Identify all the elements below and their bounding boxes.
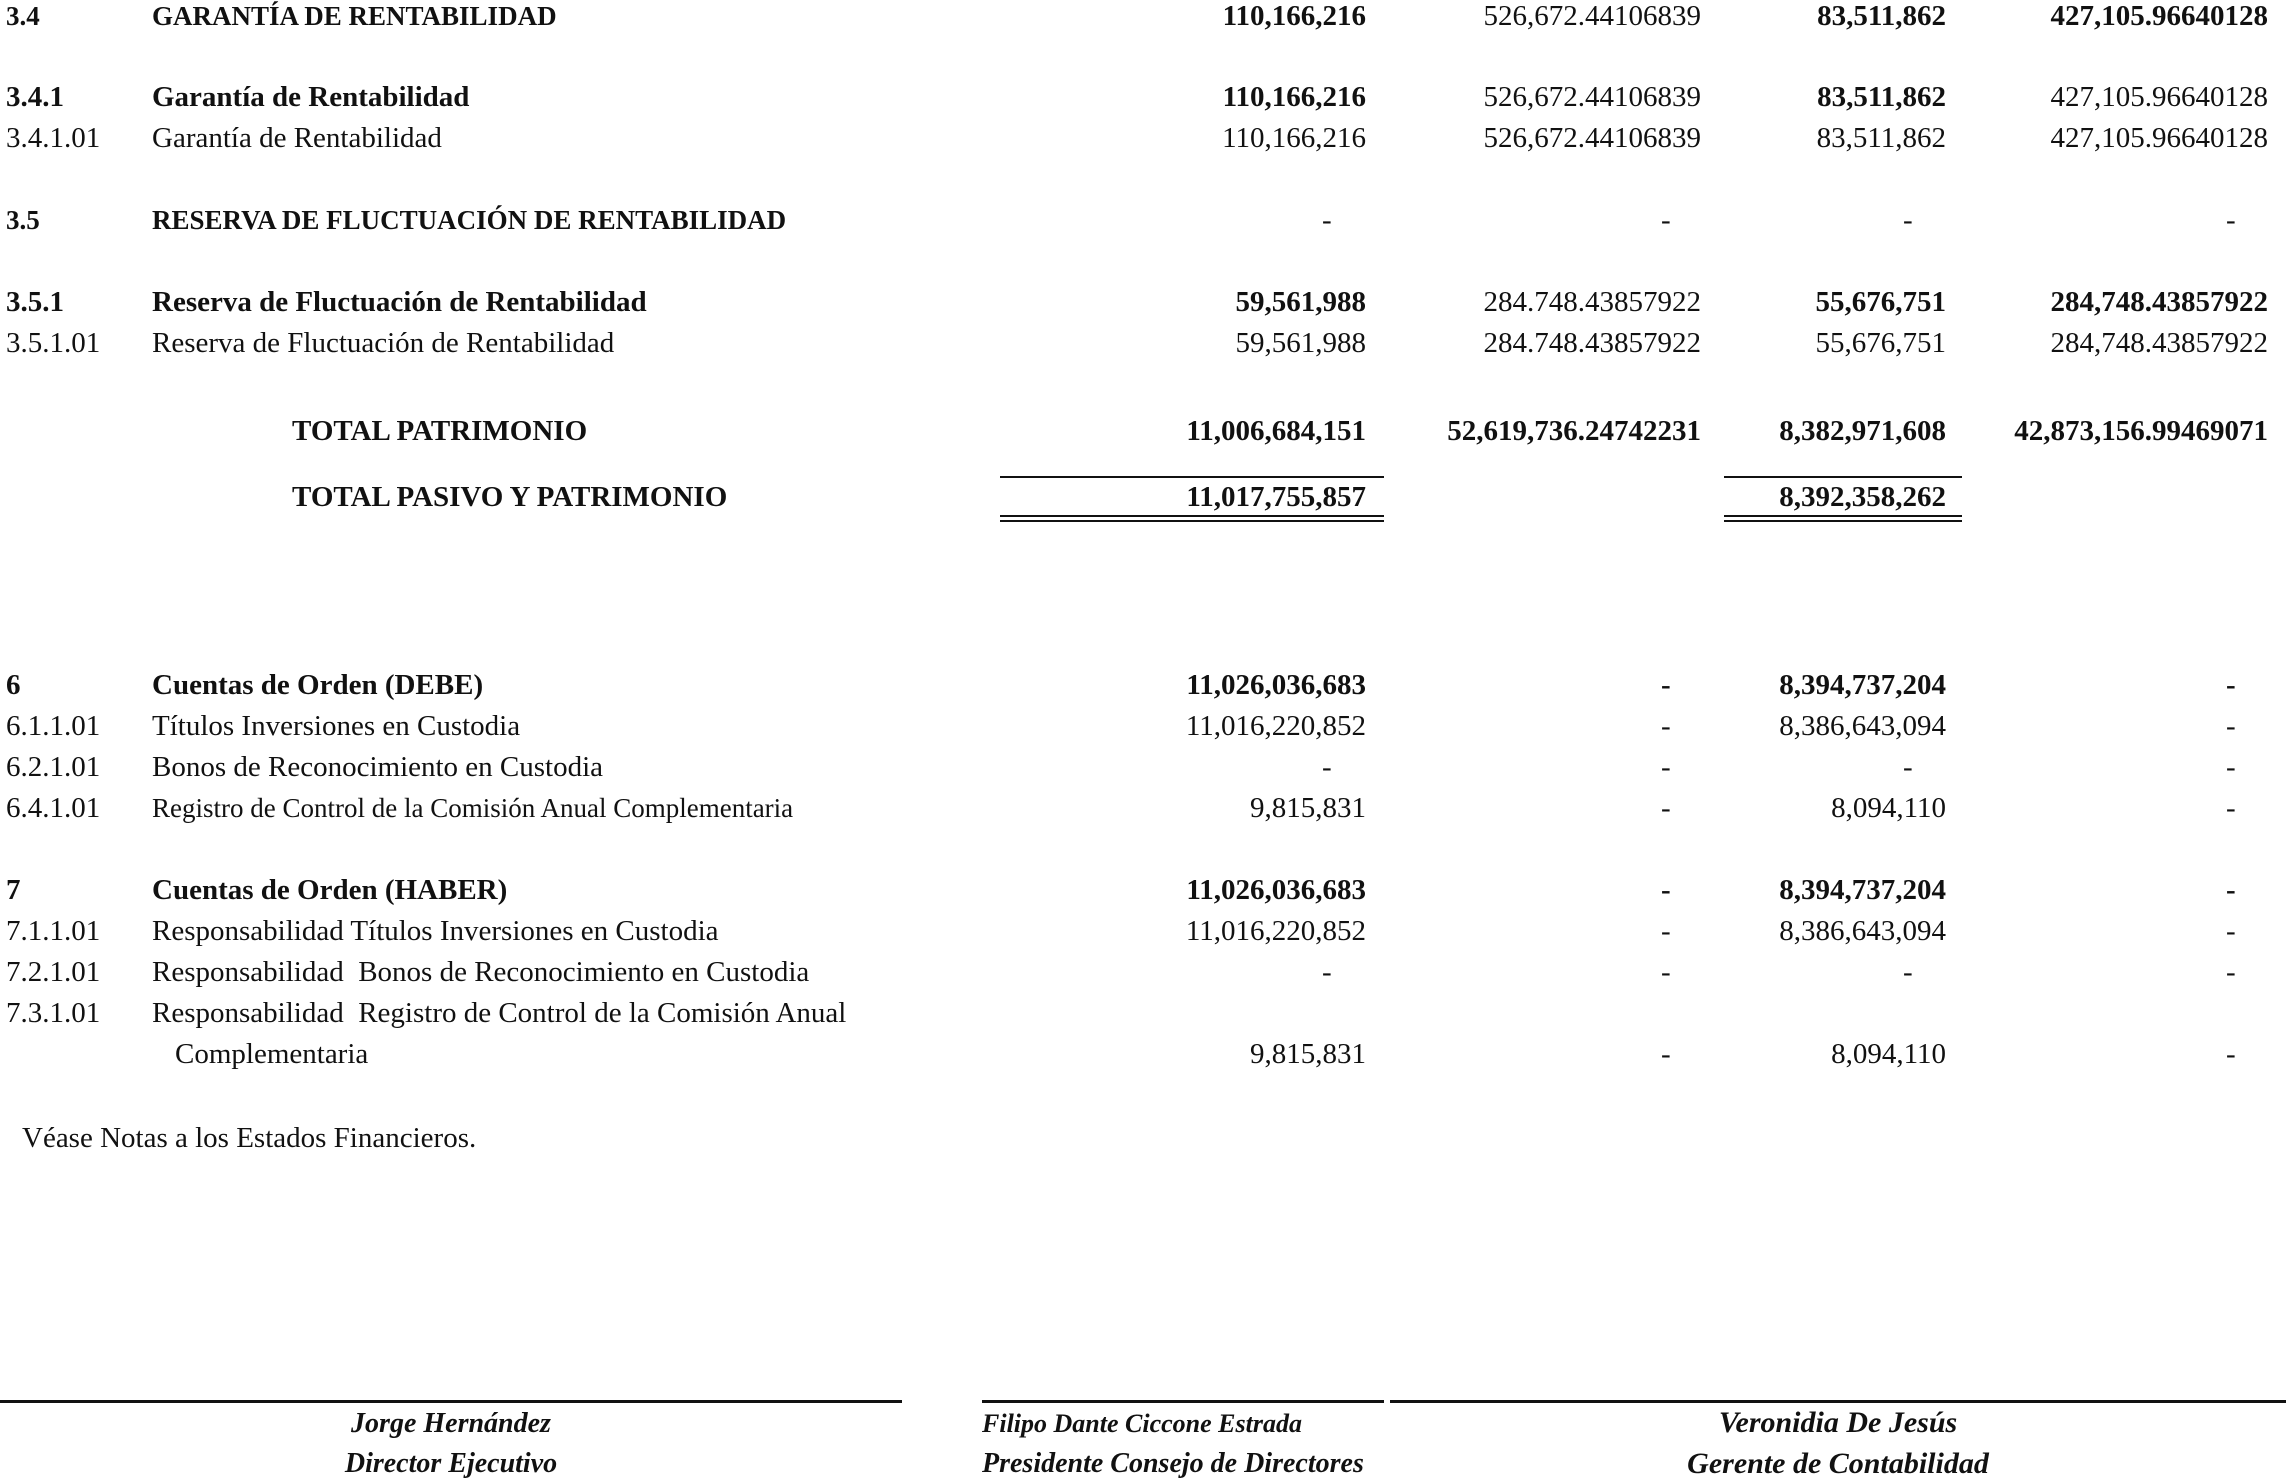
- value-col1: 11,016,220,852: [1185, 710, 1366, 742]
- account-description-continued: Complementaria: [175, 1038, 369, 1070]
- total-value-col4: 42,873,156.99469071: [2014, 415, 2268, 447]
- value-col1: 11,026,036,683: [1186, 669, 1366, 701]
- account-description: Títulos Inversiones en Custodia: [152, 710, 521, 742]
- account-description: Garantía de Rentabilidad: [152, 81, 470, 113]
- account-code: 7: [6, 874, 21, 906]
- account-description: Cuentas de Orden (HABER): [152, 874, 508, 906]
- account-code: 3.5.1.01: [6, 327, 101, 359]
- value-col1: -: [1322, 204, 1332, 236]
- account-code: 3.4.1: [6, 81, 64, 113]
- value-col4: 427,105.96640128: [2050, 81, 2268, 113]
- value-col3: 8,094,110: [1831, 1038, 1946, 1070]
- account-description: Reserva de Fluctuación de Rentabilidad: [152, 286, 647, 318]
- account-code: 3.5: [6, 205, 40, 235]
- signature-block-accountant: [1390, 1402, 2286, 1484]
- account-code: 7.3.1.01: [6, 997, 101, 1029]
- value-col4: -: [2226, 915, 2236, 947]
- value-col4: -: [2226, 710, 2236, 742]
- value-col1: 11,016,220,852: [1185, 915, 1366, 947]
- value-col2: -: [1661, 956, 1671, 988]
- value-col2: -: [1661, 915, 1671, 947]
- signatory-name: Filipo Dante Ciccone Estrada: [982, 1409, 1302, 1438]
- account-description: Registro de Control de la Comisión Anual Complementaria: [152, 793, 794, 823]
- value-col1: 9,815,831: [1250, 1038, 1366, 1070]
- total-double-underline: [1000, 520, 1384, 522]
- total-value-col3: 8,392,358,262: [1779, 481, 1946, 513]
- table-row: [0, 323, 2286, 363]
- value-col3: -: [1903, 204, 1913, 236]
- value-col3: 8,094,110: [1831, 792, 1946, 824]
- account-code: 3.4.1.01: [6, 122, 101, 154]
- value-col2: -: [1661, 710, 1671, 742]
- value-col4: -: [2226, 874, 2236, 906]
- value-col4: -: [2226, 1038, 2236, 1070]
- table-row: [0, 993, 2286, 1033]
- total-value-col3: 8,382,971,608: [1779, 415, 1946, 447]
- account-description: Cuentas de Orden (DEBE): [152, 669, 484, 701]
- value-col3: 55,676,751: [1815, 286, 1946, 318]
- signature-line: [982, 1400, 1384, 1403]
- account-description: GARANTÍA DE RENTABILIDAD: [152, 1, 557, 31]
- account-code: 7.1.1.01: [6, 915, 101, 947]
- value-col4: 427,105.96640128: [2050, 0, 2268, 32]
- value-col3: 83,511,862: [1816, 122, 1946, 154]
- account-code: 3.5.1: [6, 286, 64, 318]
- account-code: 6.1.1.01: [6, 710, 101, 742]
- signatory-title: Director Ejecutivo: [344, 1448, 558, 1479]
- value-col3: 83,511,862: [1817, 0, 1946, 32]
- value-col1: 110,166,216: [1222, 0, 1366, 32]
- table-row: [0, 118, 2286, 158]
- total-value-col1: 11,017,755,857: [1186, 481, 1366, 513]
- total-value-col1: 11,006,684,151: [1186, 415, 1366, 447]
- table-row: [0, 200, 2286, 240]
- table-row: [0, 870, 2286, 910]
- account-code: 7.2.1.01: [6, 956, 101, 988]
- table-row: [0, 788, 2286, 828]
- value-col1: -: [1322, 956, 1332, 988]
- value-col1: 110,166,216: [1222, 81, 1366, 113]
- value-col3: 8,386,643,094: [1779, 710, 1946, 742]
- value-col4: 284,748.43857922: [2050, 327, 2268, 359]
- table-row: [0, 747, 2286, 787]
- value-col3: 55,676,751: [1815, 327, 1946, 359]
- signature-line: [0, 1400, 902, 1403]
- value-col2: 526,672.44106839: [1483, 122, 1701, 154]
- signatory-name: Veronidia De Jesús: [1718, 1406, 1958, 1439]
- account-description: Bonos de Reconocimiento en Custodia: [152, 751, 604, 783]
- account-code: 6.4.1.01: [6, 792, 101, 824]
- value-col3: 8,394,737,204: [1779, 874, 1946, 906]
- table-row-continuation: [0, 1034, 2286, 1074]
- value-col2: -: [1661, 874, 1671, 906]
- value-col1: 59,561,988: [1235, 286, 1366, 318]
- value-col3: -: [1903, 956, 1913, 988]
- account-description: Garantía de Rentabilidad: [152, 122, 442, 154]
- value-col1: 110,166,216: [1222, 122, 1366, 154]
- table-row: [0, 665, 2286, 705]
- value-col4: -: [2226, 204, 2236, 236]
- table-row: [0, 706, 2286, 746]
- value-col3: -: [1903, 751, 1913, 783]
- value-col4: 284,748.43857922: [2050, 286, 2268, 318]
- account-code: 6: [6, 669, 21, 701]
- account-description: Responsabilidad Bonos de Reconocimiento en Custodia: [152, 956, 810, 988]
- notes-reference: Véase Notas a los Estados Financieros.: [22, 1122, 477, 1154]
- signature-block-president: [982, 1404, 1384, 1484]
- value-col3: 8,394,737,204: [1779, 669, 1946, 701]
- total-pasivo-patrimonio-row: [0, 477, 2286, 517]
- signatory-title: Presidente Consejo de Directores: [982, 1448, 1364, 1479]
- value-col2: -: [1661, 204, 1671, 236]
- account-code: 3.4: [6, 1, 40, 31]
- total-label: TOTAL PASIVO Y PATRIMONIO: [292, 481, 728, 513]
- table-row: [0, 0, 2286, 36]
- value-col2: 526,672.44106839: [1483, 0, 1701, 32]
- value-col2: -: [1661, 751, 1671, 783]
- table-row: [0, 911, 2286, 951]
- value-col4: -: [2226, 956, 2236, 988]
- signatory-name: Jorge Hernández: [351, 1408, 551, 1439]
- value-col1: 11,026,036,683: [1186, 874, 1366, 906]
- value-col2: -: [1661, 669, 1671, 701]
- value-col4: 427,105.96640128: [2050, 122, 2268, 154]
- account-description: Responsabilidad Registro de Control de la Comisión Anual: [152, 997, 847, 1029]
- value-col4: -: [2226, 669, 2236, 701]
- signatory-title: Gerente de Contabilidad: [1687, 1447, 1989, 1480]
- value-col2: -: [1661, 792, 1671, 824]
- table-row: [0, 952, 2286, 992]
- table-row: [0, 77, 2286, 117]
- total-patrimonio-row: [0, 411, 2286, 451]
- value-col4: -: [2226, 751, 2236, 783]
- total-double-underline: [1000, 515, 1384, 517]
- value-col2: -: [1661, 1038, 1671, 1070]
- account-description: Reserva de Fluctuación de Rentabilidad: [152, 327, 615, 359]
- value-col2: 526,672.44106839: [1483, 81, 1701, 113]
- value-col2: 284.748.43857922: [1483, 286, 1701, 318]
- total-double-underline: [1724, 520, 1962, 522]
- value-col3: 8,386,643,094: [1779, 915, 1946, 947]
- total-value-col2: 52,619,736.24742231: [1447, 415, 1701, 447]
- signature-block-director: [0, 1404, 902, 1484]
- total-label: TOTAL PATRIMONIO: [292, 415, 588, 447]
- account-code: 6.2.1.01: [6, 751, 101, 783]
- account-description: Responsabilidad Títulos Inversiones en Custodia: [152, 915, 719, 947]
- value-col1: -: [1322, 751, 1332, 783]
- total-double-underline: [1724, 515, 1962, 517]
- value-col1: 59,561,988: [1235, 327, 1366, 359]
- value-col2: 284.748.43857922: [1483, 327, 1701, 359]
- account-description: RESERVA DE FLUCTUACIÓN DE RENTABILIDAD: [152, 205, 787, 235]
- table-row: [0, 282, 2286, 322]
- value-col1: 9,815,831: [1250, 792, 1366, 824]
- value-col3: 83,511,862: [1817, 81, 1946, 113]
- value-col4: -: [2226, 792, 2236, 824]
